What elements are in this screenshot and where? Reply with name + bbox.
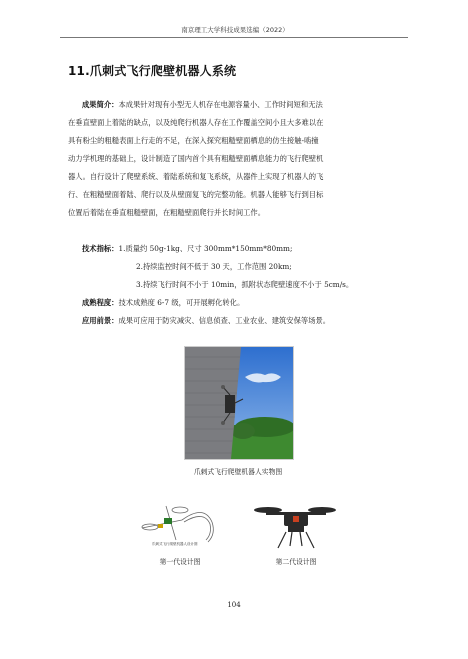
robot-photo xyxy=(184,346,294,460)
summary-line xyxy=(68,96,406,114)
page-title: 11.爪刺式飞行爬壁机器人系统 xyxy=(68,64,237,78)
header-rule xyxy=(60,37,408,38)
gen1-design-figure xyxy=(136,500,228,552)
application-label: 应用前景： xyxy=(82,316,119,325)
maturity-label: 成熟程度： xyxy=(82,298,119,307)
maturity-line xyxy=(68,294,406,312)
summary-line: 动力学机理的基础上，设计制造了国内首个具有粗糙壁面栖息能力的飞行爬壁机 xyxy=(68,154,324,163)
summary-line: 具有粉尘的粗糙表面上行走的不足，在深入探究粗糙壁面栖息的仿生接触-啮撞 xyxy=(68,136,319,145)
summary-line: 位置后着陆在垂直粗糙壁面，在粗糙壁面爬行并长时间工作。 xyxy=(68,208,266,217)
application-text: 成果可应用于防灾减灾、信息侦查、工业农业、建筑安保等场景。 xyxy=(118,316,331,325)
summary-line: 行、在粗糙壁面着陆、爬行以及从壁面复飞的完整功能。机器人能够飞行到目标 xyxy=(68,190,324,199)
summary-paragraph xyxy=(68,96,406,222)
spec-item: 2.持续监控时间不低于 30 天，工作范围 20km; xyxy=(136,262,292,271)
summary-text: 本成果针对现有小型无人机存在电源容量小、工作时间短和无法 xyxy=(118,100,323,109)
gen2-design-figure xyxy=(248,496,344,554)
main-figure-caption: 爪刺式飞行爬壁机器人实物图 xyxy=(193,468,283,476)
gen2-caption: 第二代设计图 xyxy=(275,558,317,566)
specs-block xyxy=(68,240,406,294)
spec-item: 技术指标：1.质量约 50g-1kg、尺寸 300mm*150mm*80mm; xyxy=(82,244,293,253)
summary-line: 器人。自行设计了爬壁系统、着陆系统和复飞系统，从器件上实现了机器人的飞 xyxy=(68,172,324,181)
gen1-caption: 第一代设计图 xyxy=(159,558,201,566)
gen1-inner-label: 爪刺式飞行爬壁机器人设计图 xyxy=(152,542,198,546)
maturity-text: 技术成熟度 6-7 级，可开展孵化转化。 xyxy=(118,298,245,307)
gen2-drawing xyxy=(248,496,344,554)
summary-line: 在垂直壁面上着陆的缺点，以及纯爬行机器人存在工作覆盖空间小且大多难以在 xyxy=(68,118,324,127)
summary-label: 成果简介： xyxy=(82,100,119,109)
spec-item: 3.持续飞行时间不小于 10min，抓附状态爬壁速度不小于 5cm/s。 xyxy=(136,280,354,289)
specs-label: 技术指标： xyxy=(82,244,119,253)
page-number: 104 xyxy=(227,601,241,609)
application-line xyxy=(68,312,406,330)
robot-photo-graphic xyxy=(185,347,293,459)
page-header: 南京理工大学科技成果选编（2022） xyxy=(181,26,289,34)
